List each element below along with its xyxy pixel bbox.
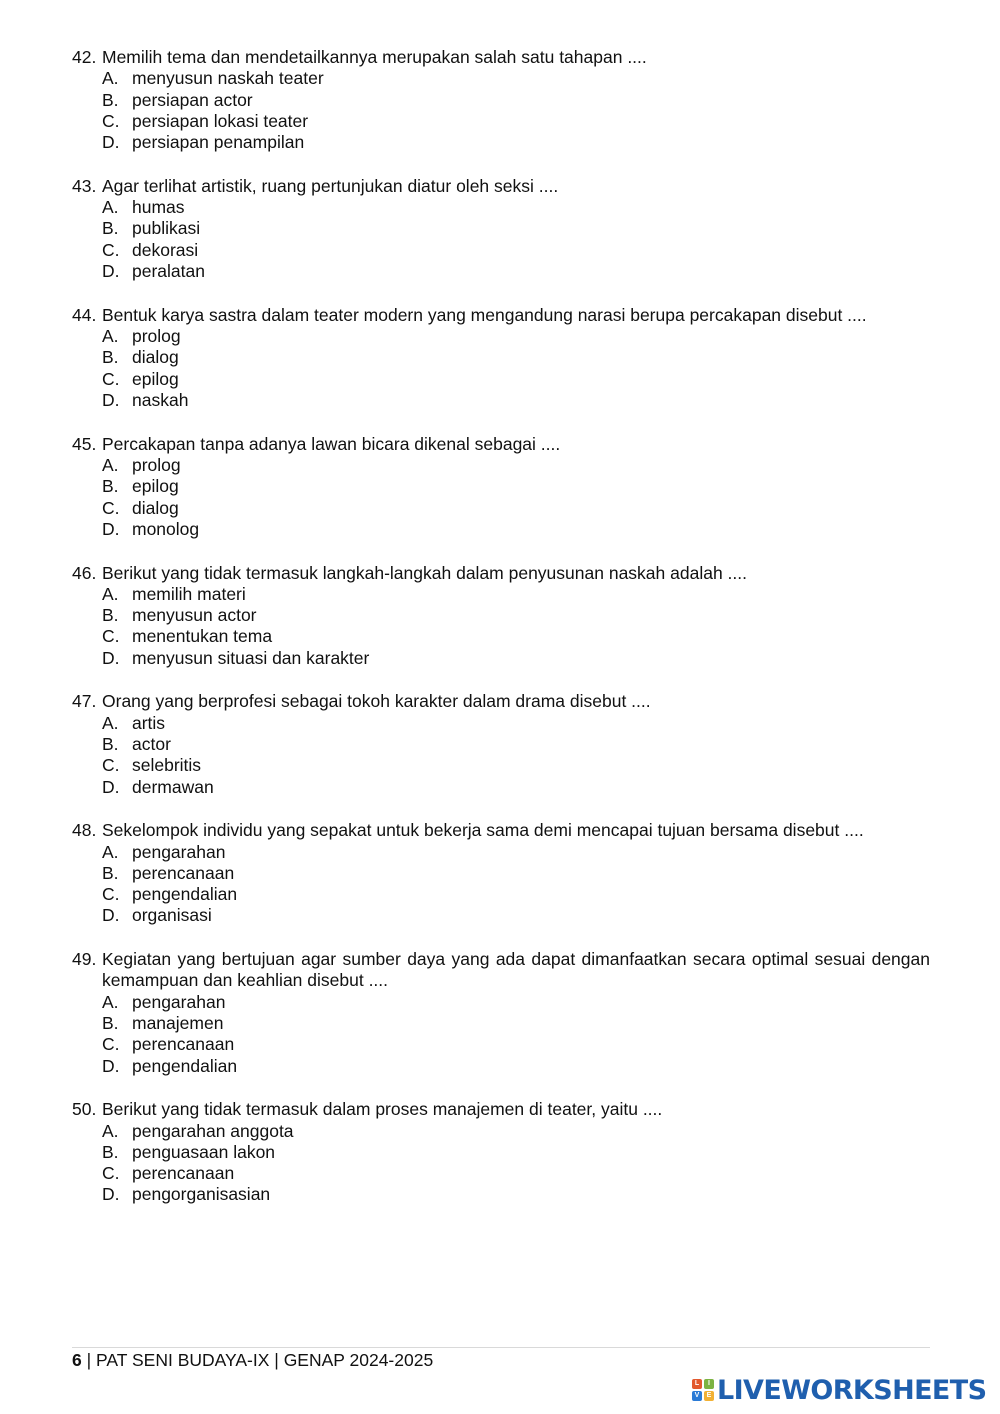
option-text: actor xyxy=(132,733,171,754)
option-letter: D. xyxy=(102,1055,120,1076)
option-b[interactable] xyxy=(72,863,930,884)
question-stem xyxy=(72,949,930,992)
liveworksheets-logo-icon xyxy=(692,1379,714,1401)
option-text: perencanaan xyxy=(132,1163,235,1184)
option-letter: C. xyxy=(102,1034,120,1055)
option-letter: B. xyxy=(102,1013,119,1034)
option-text: dialog xyxy=(132,497,179,518)
option-letter: C. xyxy=(102,884,120,905)
option-c[interactable] xyxy=(72,1163,930,1184)
option-text: menyusun actor xyxy=(132,605,257,626)
logo-cell-v: V xyxy=(692,1391,702,1401)
option-a[interactable] xyxy=(72,1121,930,1142)
option-text: organisasi xyxy=(132,905,212,926)
option-letter: A. xyxy=(102,841,119,862)
option-letter: B. xyxy=(102,862,119,883)
question-text: Berikut yang tidak termasuk langkah-langkah dalam penyusunan naskah adalah .... xyxy=(102,562,747,583)
question-number: 48. xyxy=(72,820,97,841)
option-text: menyusun situasi dan karakter xyxy=(132,647,370,668)
option-b[interactable] xyxy=(72,476,930,497)
option-d[interactable] xyxy=(72,261,930,282)
option-list xyxy=(72,68,930,153)
option-text: pengarahan anggota xyxy=(132,1120,294,1141)
option-letter: A. xyxy=(102,1120,119,1141)
option-a[interactable] xyxy=(72,455,930,476)
question-text: Sekelompok individu yang sepakat untuk bekerja sama demi mencapai tujuan bersama disebut .... xyxy=(102,820,864,841)
question-stem xyxy=(72,434,930,455)
option-a[interactable] xyxy=(72,68,930,89)
option-a[interactable] xyxy=(72,326,930,347)
option-a[interactable] xyxy=(72,713,930,734)
option-c[interactable] xyxy=(72,369,930,390)
option-text: persiapan penampilan xyxy=(132,132,305,153)
option-letter: D. xyxy=(102,389,120,410)
option-letter: A. xyxy=(102,197,119,218)
option-list xyxy=(72,842,930,927)
option-text: publikasi xyxy=(132,218,201,239)
option-letter: C. xyxy=(102,239,120,260)
question-stem xyxy=(72,1099,930,1120)
option-text: pengendalian xyxy=(132,1055,238,1076)
option-letter: D. xyxy=(102,776,120,797)
question-text: Percakapan tanpa adanya lawan bicara dikenal sebagai .... xyxy=(102,433,561,454)
option-d[interactable] xyxy=(72,777,930,798)
logo-cell-l: L xyxy=(692,1379,702,1389)
question-number: 44. xyxy=(72,304,97,325)
option-c[interactable] xyxy=(72,755,930,776)
option-b[interactable] xyxy=(72,1142,930,1163)
option-text: pengendalian xyxy=(132,884,238,905)
option-letter: A. xyxy=(102,326,119,347)
question-42 xyxy=(72,47,930,153)
option-a[interactable] xyxy=(72,842,930,863)
option-text: menentukan tema xyxy=(132,626,273,647)
question-48 xyxy=(72,820,930,926)
question-number: 50. xyxy=(72,1099,97,1120)
option-letter: D. xyxy=(102,647,120,668)
option-text: dekorasi xyxy=(132,239,199,260)
option-c[interactable] xyxy=(72,1034,930,1055)
option-letter: C. xyxy=(102,755,120,776)
logo-cell-e: E xyxy=(704,1391,714,1401)
option-letter: D. xyxy=(102,905,120,926)
option-d[interactable] xyxy=(72,519,930,540)
footer-title: | PAT SENI BUDAYA-IX | GENAP 2024-2025 xyxy=(81,1350,434,1370)
question-stem xyxy=(72,47,930,68)
option-letter: C. xyxy=(102,368,120,389)
question-stem xyxy=(72,176,930,197)
question-47 xyxy=(72,691,930,797)
option-text: selebritis xyxy=(132,755,202,776)
option-text: perencanaan xyxy=(132,862,235,883)
question-44 xyxy=(72,305,930,411)
option-b[interactable] xyxy=(72,347,930,368)
option-text: epilog xyxy=(132,476,179,497)
footer-divider xyxy=(72,1347,930,1348)
question-text: Berikut yang tidak termasuk dalam proses manajemen di teater, yaitu .... xyxy=(102,1099,663,1120)
option-b[interactable] xyxy=(72,605,930,626)
option-letter: B. xyxy=(102,605,119,626)
option-text: penguasaan lakon xyxy=(132,1141,276,1162)
question-50 xyxy=(72,1099,930,1205)
question-45 xyxy=(72,434,930,540)
option-d[interactable] xyxy=(72,390,930,411)
question-text: Orang yang berprofesi sebagai tokoh karakter dalam drama disebut .... xyxy=(102,691,651,712)
question-text: Memilih tema dan mendetailkannya merupakan salah satu tahapan .... xyxy=(102,47,647,67)
option-a[interactable] xyxy=(72,584,930,605)
option-a[interactable] xyxy=(72,197,930,218)
option-c[interactable] xyxy=(72,240,930,261)
option-text: pengorganisasian xyxy=(132,1184,271,1205)
option-text: persiapan actor xyxy=(132,89,253,110)
question-stem xyxy=(72,691,930,712)
option-letter: D. xyxy=(102,518,120,539)
option-text: epilog xyxy=(132,368,179,389)
option-b[interactable] xyxy=(72,734,930,755)
page-footer xyxy=(72,1350,433,1371)
brand-name: LIVEWORKSHEETS xyxy=(717,1374,987,1406)
option-text: persiapan lokasi teater xyxy=(132,110,309,131)
question-stem xyxy=(72,820,930,841)
question-number: 49. xyxy=(72,949,97,970)
option-text: perencanaan xyxy=(132,1034,235,1055)
option-list xyxy=(72,992,930,1077)
option-d[interactable] xyxy=(72,1056,930,1077)
option-list xyxy=(72,455,930,540)
option-letter: C. xyxy=(102,497,120,518)
question-list xyxy=(72,47,930,1228)
question-stem xyxy=(72,305,930,326)
option-text: naskah xyxy=(132,389,189,410)
option-letter: C. xyxy=(102,110,120,131)
option-text: manajemen xyxy=(132,1013,224,1034)
logo-cell-i: I xyxy=(704,1379,714,1389)
option-letter: B. xyxy=(102,733,119,754)
option-text: pengarahan xyxy=(132,841,226,862)
option-letter: A. xyxy=(102,991,119,1012)
option-list xyxy=(72,326,930,411)
question-46 xyxy=(72,563,930,669)
option-list xyxy=(72,1121,930,1206)
option-d[interactable] xyxy=(72,132,930,153)
question-number: 42. xyxy=(72,47,97,67)
question-number: 46. xyxy=(72,562,97,583)
option-d[interactable] xyxy=(72,1184,930,1205)
option-b[interactable] xyxy=(72,218,930,239)
option-c[interactable] xyxy=(72,626,930,647)
option-letter: B. xyxy=(102,476,119,497)
option-text: menyusun naskah teater xyxy=(132,68,324,89)
liveworksheets-brand[interactable] xyxy=(692,1374,986,1406)
option-text: prolog xyxy=(132,326,181,347)
option-letter: A. xyxy=(102,68,119,89)
question-43 xyxy=(72,176,930,282)
question-49 xyxy=(72,949,930,1077)
option-letter: D. xyxy=(102,1184,120,1205)
option-list xyxy=(72,713,930,798)
page-number: 6 xyxy=(72,1350,82,1370)
question-text: Kegiatan yang bertujuan agar sumber daya yang ada dapat dimanfaatkan secara optimal sesuai dengan kemampuan dan keahlian disebut .... xyxy=(102,949,930,991)
option-c[interactable] xyxy=(72,884,930,905)
option-a[interactable] xyxy=(72,992,930,1013)
option-text: peralatan xyxy=(132,261,205,282)
option-list xyxy=(72,584,930,669)
option-list xyxy=(72,197,930,282)
option-letter: A. xyxy=(102,583,119,604)
option-c[interactable] xyxy=(72,498,930,519)
option-letter: A. xyxy=(102,454,119,475)
question-number: 45. xyxy=(72,433,97,454)
option-d[interactable] xyxy=(72,648,930,669)
option-letter: D. xyxy=(102,132,120,153)
option-letter: B. xyxy=(102,218,119,239)
option-text: artis xyxy=(132,712,166,733)
option-letter: C. xyxy=(102,1163,120,1184)
option-text: memilih materi xyxy=(132,583,246,604)
option-letter: A. xyxy=(102,712,119,733)
question-stem xyxy=(72,563,930,584)
option-b[interactable] xyxy=(72,90,930,111)
option-c[interactable] xyxy=(72,111,930,132)
option-letter: B. xyxy=(102,1141,119,1162)
option-d[interactable] xyxy=(72,905,930,926)
option-b[interactable] xyxy=(72,1013,930,1034)
question-number: 47. xyxy=(72,691,97,712)
option-text: humas xyxy=(132,197,185,218)
question-text: Agar terlihat artistik, ruang pertunjukan diatur oleh seksi .... xyxy=(102,175,559,196)
option-letter: B. xyxy=(102,347,119,368)
option-text: dermawan xyxy=(132,776,214,797)
option-text: dialog xyxy=(132,347,179,368)
option-letter: D. xyxy=(102,261,120,282)
option-text: monolog xyxy=(132,518,200,539)
question-number: 43. xyxy=(72,175,97,196)
option-text: prolog xyxy=(132,454,181,475)
question-text: Bentuk karya sastra dalam teater modern yang mengandung narasi berupa percakapan disebut .... xyxy=(102,304,867,325)
option-letter: B. xyxy=(102,89,119,110)
option-text: pengarahan xyxy=(132,991,226,1012)
option-letter: C. xyxy=(102,626,120,647)
